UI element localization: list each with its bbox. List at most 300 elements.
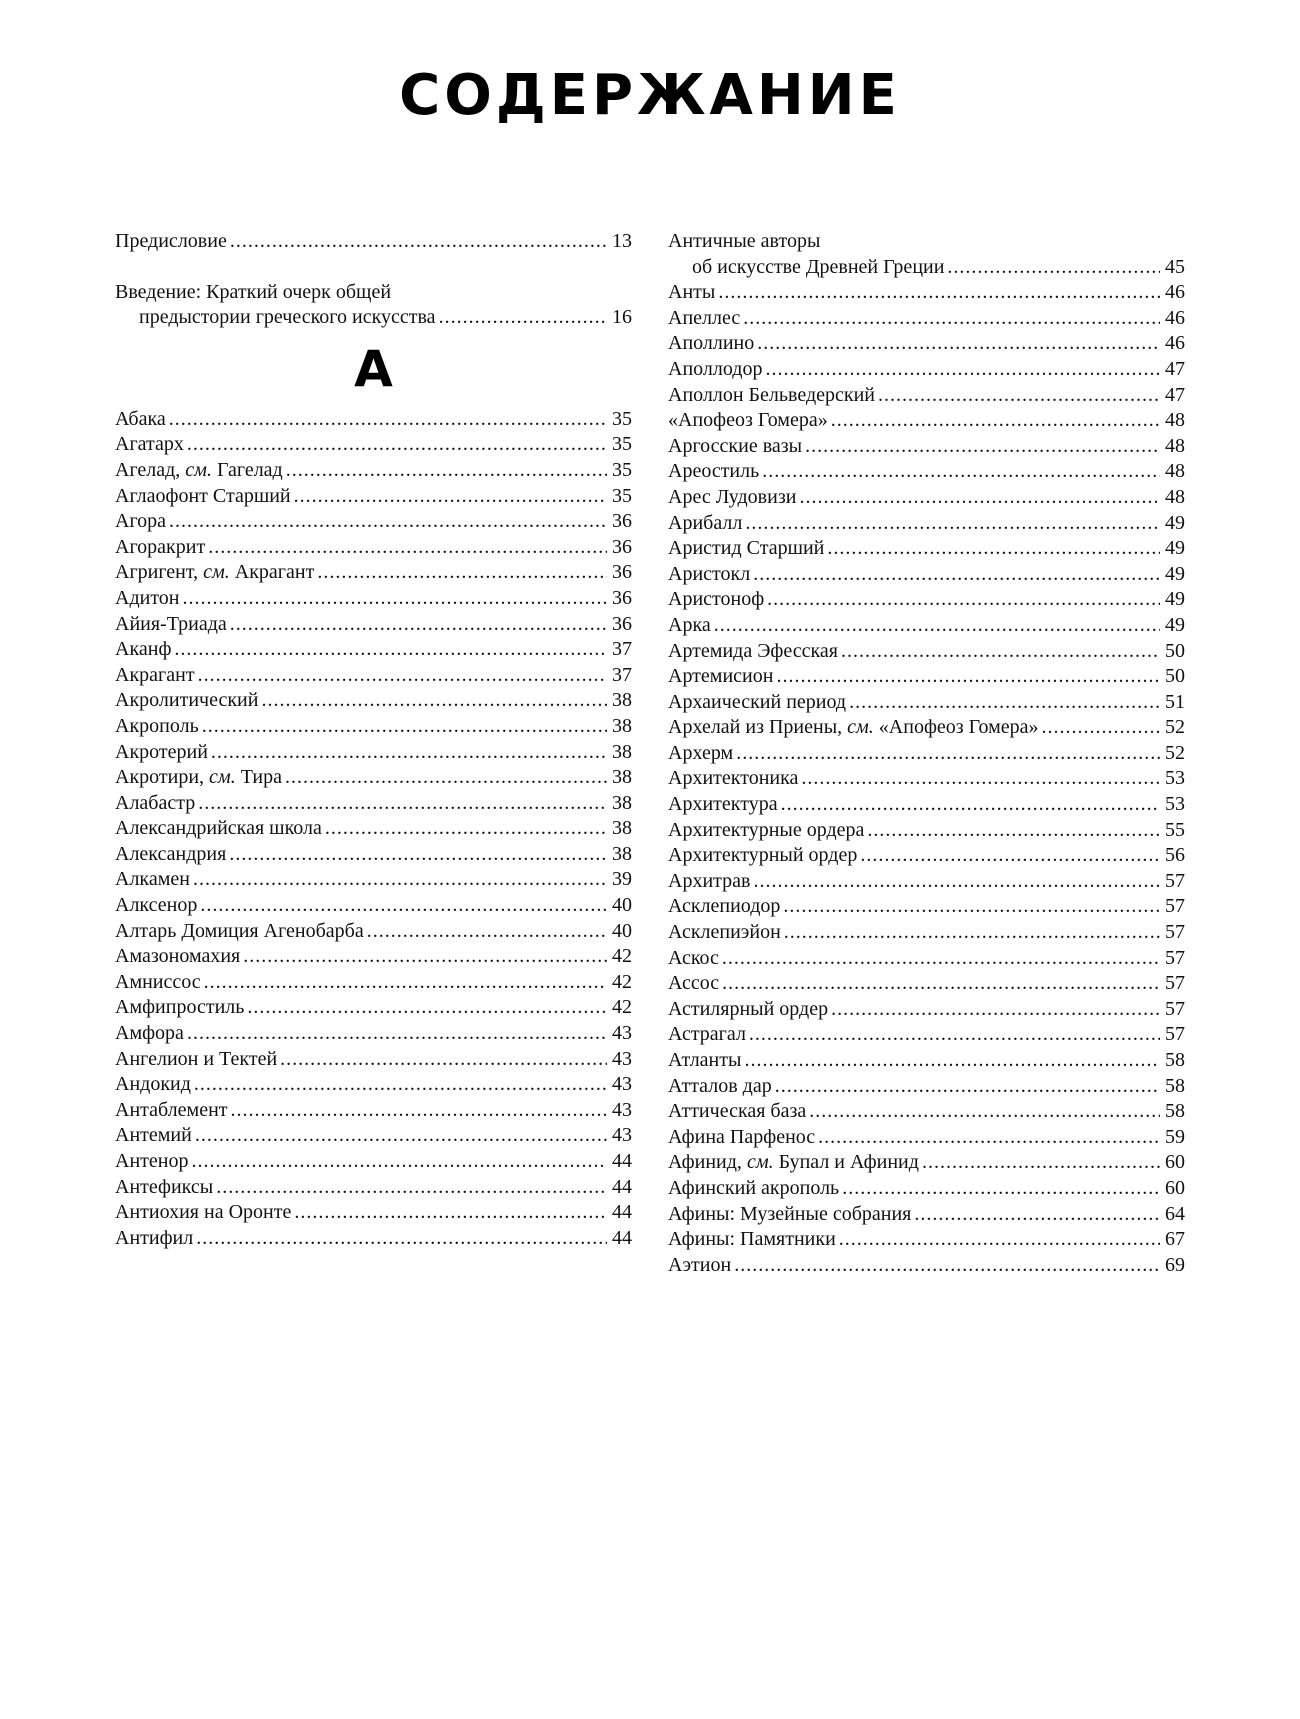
toc-column-right [668, 229, 1185, 1278]
entry-term [668, 971, 719, 997]
dot-leader [195, 1123, 607, 1149]
entry-page-number: 44 [612, 1226, 632, 1249]
toc-entry[interactable] [115, 612, 632, 638]
entry-term-text: Афинский акрополь [668, 1176, 840, 1199]
entry-page-number: 38 [612, 817, 632, 840]
toc-entry[interactable] [668, 306, 1185, 332]
entry-page-number: 38 [612, 766, 632, 789]
toc-entry[interactable] [115, 816, 632, 842]
dot-leader [183, 586, 607, 612]
entry-page-number: 60 [1165, 1151, 1185, 1174]
entry-term-text: Ангелион и Тектей [115, 1047, 278, 1070]
dot-leader [191, 1149, 607, 1175]
toc-entry[interactable] [115, 1072, 632, 1098]
entry-page-number: 36 [612, 510, 632, 533]
entry-term [668, 1048, 741, 1074]
entry-term-text: Аканф [115, 638, 172, 661]
entry-page-number: 40 [612, 919, 632, 942]
entry-term-text: Апеллес [668, 306, 741, 329]
toc-entry[interactable] [668, 997, 1185, 1023]
toc-entry[interactable] [115, 1175, 632, 1201]
entry-page-number: 64 [1165, 1202, 1185, 1225]
entry-term-text: Аскос [668, 946, 719, 969]
toc-entry-list-left [115, 407, 632, 1252]
toc-entry[interactable] [668, 1150, 1185, 1176]
toc-entry[interactable] [115, 560, 632, 586]
see-reference-target: «Апофеоз Гомера» [878, 716, 1039, 739]
toc-entry[interactable] [115, 535, 632, 561]
entry-page-number: 53 [1165, 767, 1185, 790]
toc-entry[interactable] [668, 690, 1185, 716]
entry-page-number: 50 [1165, 639, 1185, 662]
dot-leader [261, 688, 607, 714]
dot-leader [367, 919, 607, 945]
entry-page-number: 35 [612, 433, 632, 456]
entry-term [115, 663, 195, 689]
entry-term [668, 869, 750, 895]
toc-entry[interactable] [115, 1021, 632, 1047]
toc-entry-ancient-authors[interactable] [668, 229, 1185, 280]
dot-leader [753, 562, 1160, 588]
toc-entry[interactable] [668, 485, 1185, 511]
entry-term-text: Аттическая база [668, 1100, 807, 1123]
entry-page-number: 69 [1165, 1253, 1185, 1276]
dot-leader [1042, 715, 1160, 741]
entry-term-text: Акролитический [115, 689, 259, 712]
entry-term [115, 458, 283, 484]
entry-page-number: 45 [1165, 255, 1185, 278]
dot-leader [736, 741, 1160, 767]
entry-term-text: Архаический период [668, 690, 847, 713]
entry-term [115, 560, 314, 586]
entry-term-text: Арка [668, 613, 711, 636]
entry-term-text: Антаблемент [115, 1098, 228, 1121]
toc-entry[interactable] [668, 434, 1185, 460]
entry-term [115, 740, 208, 766]
toc-entry[interactable] [668, 536, 1185, 562]
dot-leader [743, 306, 1160, 332]
entry-term [668, 1125, 815, 1151]
toc-entry-preface[interactable] [115, 229, 632, 255]
entry-term [668, 894, 780, 920]
entry-term [115, 1021, 184, 1047]
entry-term [115, 1200, 291, 1226]
entry-term [115, 484, 291, 510]
entry-term-text: Аристокл [668, 562, 751, 585]
entry-page-number: 36 [612, 612, 632, 635]
dot-leader [243, 944, 607, 970]
entry-term [115, 1175, 213, 1201]
entry-term-text: Астилярный ордер [668, 997, 829, 1020]
toc-entry[interactable] [115, 995, 632, 1021]
dot-leader [718, 280, 1160, 306]
entry-term [115, 612, 227, 638]
entry-term-text: Аристоноф [668, 588, 765, 611]
entry-page-number: 43 [612, 1098, 632, 1121]
entry-term-text: Александрийская школа [115, 817, 322, 840]
entry-page-number: 44 [612, 1175, 632, 1198]
entry-term-text: Архитектоника [668, 767, 799, 790]
toc-entry[interactable] [668, 562, 1185, 588]
dot-leader [831, 408, 1160, 434]
entry-term [668, 408, 828, 434]
toc-entry[interactable] [115, 1047, 632, 1073]
entry-page-number: 60 [1165, 1176, 1185, 1199]
entry-term [668, 485, 796, 511]
dot-leader [193, 867, 607, 893]
entry-term [668, 946, 719, 972]
letter-section-heading: А [354, 339, 393, 398]
entry-term-text: Артемисион [668, 665, 774, 688]
toc-entry[interactable] [668, 1253, 1185, 1279]
toc-entry[interactable] [668, 1022, 1185, 1048]
entry-term-text: Агора [115, 510, 167, 533]
entry-term-line-2: предыстории греческого искусства [139, 306, 436, 329]
entry-term [668, 1202, 911, 1228]
entry-term-text: Афинид, [668, 1151, 742, 1174]
entry-page-number: 46 [1165, 281, 1185, 304]
entry-term-text: Акрагант [115, 663, 195, 686]
toc-entry-introduction[interactable] [115, 280, 632, 331]
entry-term [668, 383, 875, 409]
dot-leader [767, 587, 1160, 613]
entry-term-text: Аристид Старший [668, 537, 825, 560]
entry-term-text: Антефиксы [115, 1175, 214, 1198]
entry-page-number: 59 [1165, 1125, 1185, 1148]
toc-entry[interactable] [115, 867, 632, 893]
entry-term-text: Агелад, [115, 458, 181, 481]
toc-entry[interactable] [668, 639, 1185, 665]
entry-page-number: 49 [1165, 588, 1185, 611]
entry-page-number: 53 [1165, 793, 1185, 816]
entry-term [115, 637, 171, 663]
page-title: СОДЕРЖАНИЕ [399, 63, 901, 128]
entry-term-text: Архитектурный ордер [668, 844, 858, 867]
entry-page-number: 48 [1165, 485, 1185, 508]
see-reference-target: Бупал и Афинид [778, 1151, 919, 1174]
entry-term-text: Арес Лудовизи [668, 485, 797, 508]
toc-entry[interactable] [668, 946, 1185, 972]
entry-page-number: 48 [1165, 409, 1185, 432]
entry-term-text: Атталов дар [668, 1074, 772, 1097]
entry-page-number: 42 [612, 996, 632, 1019]
entry-page-number: 57 [1165, 1023, 1185, 1046]
entry-term [668, 664, 773, 690]
dot-leader [286, 458, 607, 484]
entry-term-text: Артемида Эфесская [668, 639, 838, 662]
toc-entry[interactable] [668, 459, 1185, 485]
entry-term [668, 511, 742, 537]
dot-leader [198, 663, 607, 689]
toc-entry[interactable] [115, 432, 632, 458]
entry-page-number: 46 [1165, 332, 1185, 355]
dot-leader [757, 331, 1160, 357]
entry-term-line-1: Античные авторы [668, 230, 821, 252]
entry-term-text: Архерм [668, 741, 734, 764]
dot-leader [216, 1175, 607, 1201]
toc-entry[interactable] [115, 1200, 632, 1226]
toc-entry[interactable] [115, 919, 632, 945]
see-reference-marker: см. [209, 766, 236, 789]
dot-leader [211, 740, 607, 766]
toc-entry[interactable] [668, 869, 1185, 895]
dot-leader [783, 894, 1160, 920]
entry-term-text: Алтарь Домиция Агенобарба [115, 919, 364, 942]
entry-page-number: 44 [612, 1150, 632, 1172]
toc-entry[interactable] [668, 1202, 1185, 1228]
entry-page-number: 36 [612, 586, 632, 609]
entry-term-text: Аполлино [668, 332, 755, 355]
toc-column-left [115, 229, 632, 1251]
dot-leader [839, 1227, 1160, 1253]
dot-leader [208, 535, 607, 561]
toc-entry[interactable] [668, 613, 1185, 639]
dot-leader [947, 255, 1160, 281]
entry-term [668, 1253, 731, 1279]
dot-leader [776, 664, 1160, 690]
spacer [115, 255, 632, 280]
entry-term-text: Андокид [115, 1073, 191, 1096]
entry-term-text: Антенор [115, 1150, 189, 1172]
dot-leader [762, 459, 1160, 485]
entry-page-number: 43 [612, 1022, 632, 1045]
entry-term [668, 1227, 836, 1253]
entry-term-text: Акрополь [115, 714, 199, 737]
toc-entry[interactable] [668, 1048, 1185, 1074]
entry-page-number: 38 [612, 714, 632, 737]
toc-entry[interactable] [115, 688, 632, 714]
entry-term [668, 434, 802, 460]
toc-entry[interactable] [115, 714, 632, 740]
toc-entry[interactable] [115, 791, 632, 817]
toc-entry[interactable] [668, 766, 1185, 792]
see-reference-marker: см. [203, 561, 230, 584]
entry-page-number: 37 [612, 638, 632, 661]
entry-term [115, 893, 197, 919]
dot-leader [722, 971, 1160, 997]
see-reference-target: Тира [240, 766, 282, 789]
dot-leader [230, 612, 607, 638]
entry-term-text: Асклепиэйон [668, 921, 781, 944]
entry-term [115, 970, 201, 996]
entry-page-number: 49 [1165, 537, 1185, 560]
toc-entry[interactable] [115, 663, 632, 689]
entry-term-text: Арибалл [668, 511, 743, 534]
entry-term [668, 357, 762, 383]
entry-page-number: 47 [1165, 357, 1185, 380]
entry-page-number: 51 [1165, 690, 1185, 713]
toc-entry[interactable] [668, 818, 1185, 844]
toc-entry[interactable] [668, 408, 1185, 434]
dot-leader [200, 893, 607, 919]
entry-term [668, 843, 857, 869]
toc-entry[interactable] [115, 407, 632, 433]
toc-entry[interactable] [115, 484, 632, 510]
toc-entry[interactable] [115, 586, 632, 612]
toc-entry[interactable] [668, 843, 1185, 869]
entry-term [668, 587, 764, 613]
entry-page-number: 58 [1165, 1074, 1185, 1097]
toc-entry[interactable] [668, 1227, 1185, 1253]
entry-term-text: Амазономахия [115, 945, 241, 968]
entry-term [115, 407, 166, 433]
toc-entry[interactable] [668, 383, 1185, 409]
entry-page-number: 49 [1165, 511, 1185, 534]
entry-term [668, 306, 740, 332]
toc-entry[interactable] [115, 765, 632, 791]
entry-page-number: 49 [1165, 562, 1185, 585]
entry-page-number: 36 [612, 535, 632, 558]
entry-continuation [115, 305, 632, 331]
entry-term [668, 613, 711, 639]
entry-term [115, 1123, 192, 1149]
entry-term [668, 997, 828, 1023]
entry-term [115, 1072, 191, 1098]
entry-term-text: Айия-Триада [115, 612, 227, 635]
see-reference-marker: см. [185, 458, 212, 481]
entry-term [115, 1047, 277, 1073]
entry-term [668, 639, 838, 665]
dot-leader [801, 766, 1160, 792]
toc-entry[interactable] [668, 511, 1185, 537]
dot-leader [280, 1047, 607, 1073]
entry-term-text: Адитон [115, 586, 180, 609]
dot-leader [174, 637, 607, 663]
toc-entry[interactable] [668, 971, 1185, 997]
entry-page-number: 57 [1165, 921, 1185, 944]
dot-leader [775, 1074, 1160, 1100]
toc-entry[interactable] [115, 893, 632, 919]
toc-entry[interactable] [115, 842, 632, 868]
entry-page-number: 38 [612, 791, 632, 814]
entry-term-text: Акротерий [115, 740, 208, 763]
toc-entry[interactable] [115, 637, 632, 663]
entry-term-text: Ареостиль [668, 460, 760, 483]
dot-leader [749, 1022, 1160, 1048]
entry-page-number: 52 [1165, 741, 1185, 764]
entry-page-number: 38 [612, 842, 632, 865]
dot-leader [294, 484, 607, 510]
dot-leader [734, 1253, 1160, 1279]
toc-entry[interactable] [668, 1074, 1185, 1100]
entry-term [668, 331, 754, 357]
toc-entry[interactable] [115, 944, 632, 970]
dot-leader [860, 843, 1160, 869]
entry-term [115, 1149, 188, 1175]
entry-term [668, 715, 1039, 741]
entry-term-text: Астрагал [668, 1023, 746, 1046]
entry-term [115, 867, 190, 893]
entry-term-text: Антиохия на Оронте [115, 1201, 292, 1224]
entry-term-text: Амфора [115, 1022, 184, 1045]
entry-term-text: Аэтион [668, 1253, 732, 1276]
toc-entry[interactable] [668, 715, 1185, 741]
dot-leader [202, 714, 607, 740]
see-reference-target: Акрагант [234, 561, 315, 584]
dot-leader [842, 1176, 1160, 1202]
dot-leader [867, 818, 1160, 844]
entry-term-text: Архелай из Приены, [668, 716, 843, 739]
entry-page-number: 57 [1165, 869, 1185, 892]
dot-leader [187, 1021, 607, 1047]
entry-page-number: 47 [1165, 383, 1185, 406]
entry-page-number: 35 [612, 407, 632, 430]
entry-page-number: 57 [1165, 895, 1185, 918]
entry-page-number: 39 [612, 868, 632, 891]
entry-continuation [668, 255, 1185, 281]
entry-page-number: 46 [1165, 306, 1185, 329]
entry-term-text: Аполлон Бельведерский [668, 383, 876, 406]
toc-entry-list-right [668, 280, 1185, 1278]
entry-term [668, 1176, 839, 1202]
entry-term [668, 536, 824, 562]
entry-term [115, 919, 364, 945]
entry-page-number: 35 [612, 458, 632, 481]
entry-term [115, 944, 240, 970]
entry-term-text: Амфипростиль [115, 996, 245, 1019]
dot-leader [325, 816, 607, 842]
dot-leader [194, 1072, 607, 1098]
entry-page-number: 43 [612, 1073, 632, 1096]
toc-entry[interactable] [668, 1099, 1185, 1125]
entry-term [115, 1226, 193, 1252]
toc-entry[interactable] [668, 920, 1185, 946]
entry-page-number: 48 [1165, 434, 1185, 457]
toc-entry[interactable] [115, 970, 632, 996]
dot-leader [841, 639, 1160, 665]
toc-entry[interactable] [668, 792, 1185, 818]
toc-entry[interactable] [668, 1176, 1185, 1202]
toc-entry[interactable] [668, 357, 1185, 383]
toc-entry[interactable] [115, 458, 632, 484]
entry-page-number: 35 [612, 484, 632, 507]
dot-leader [831, 997, 1160, 1023]
toc-entry[interactable] [668, 741, 1185, 767]
entry-term-text: Алабастр [115, 791, 196, 814]
entry-term [115, 995, 244, 1021]
toc-entry[interactable] [115, 1123, 632, 1149]
entry-term-line-2: об искусстве Древней Греции [692, 255, 945, 278]
toc-entry[interactable] [115, 1098, 632, 1124]
toc-entry[interactable] [115, 740, 632, 766]
toc-entry[interactable] [668, 331, 1185, 357]
dot-leader [439, 305, 607, 331]
dot-leader [169, 407, 607, 433]
dot-leader [765, 357, 1160, 383]
entry-term-text: Архитектурные ордера [668, 818, 865, 841]
dot-leader [714, 613, 1160, 639]
toc-entry[interactable] [115, 1226, 632, 1252]
dot-leader [285, 765, 607, 791]
toc-entry[interactable] [668, 1125, 1185, 1151]
entry-term-text: Асклепиодор [668, 895, 781, 918]
entry-term-text: Александрия [115, 842, 227, 865]
entry-page-number: 52 [1165, 716, 1185, 739]
dot-leader [799, 485, 1160, 511]
dot-leader [781, 792, 1160, 818]
entry-term [115, 842, 226, 868]
toc-entry[interactable] [115, 509, 632, 535]
toc-entry[interactable] [115, 1149, 632, 1175]
entry-term-text: Агригент, [115, 561, 199, 584]
toc-entry[interactable] [668, 894, 1185, 920]
toc-entry[interactable] [668, 280, 1185, 306]
toc-entry[interactable] [668, 587, 1185, 613]
entry-term-text: Акротири, [115, 766, 205, 789]
entry-term [668, 920, 781, 946]
entry-page-number: 50 [1165, 665, 1185, 688]
toc-entry[interactable] [668, 664, 1185, 690]
